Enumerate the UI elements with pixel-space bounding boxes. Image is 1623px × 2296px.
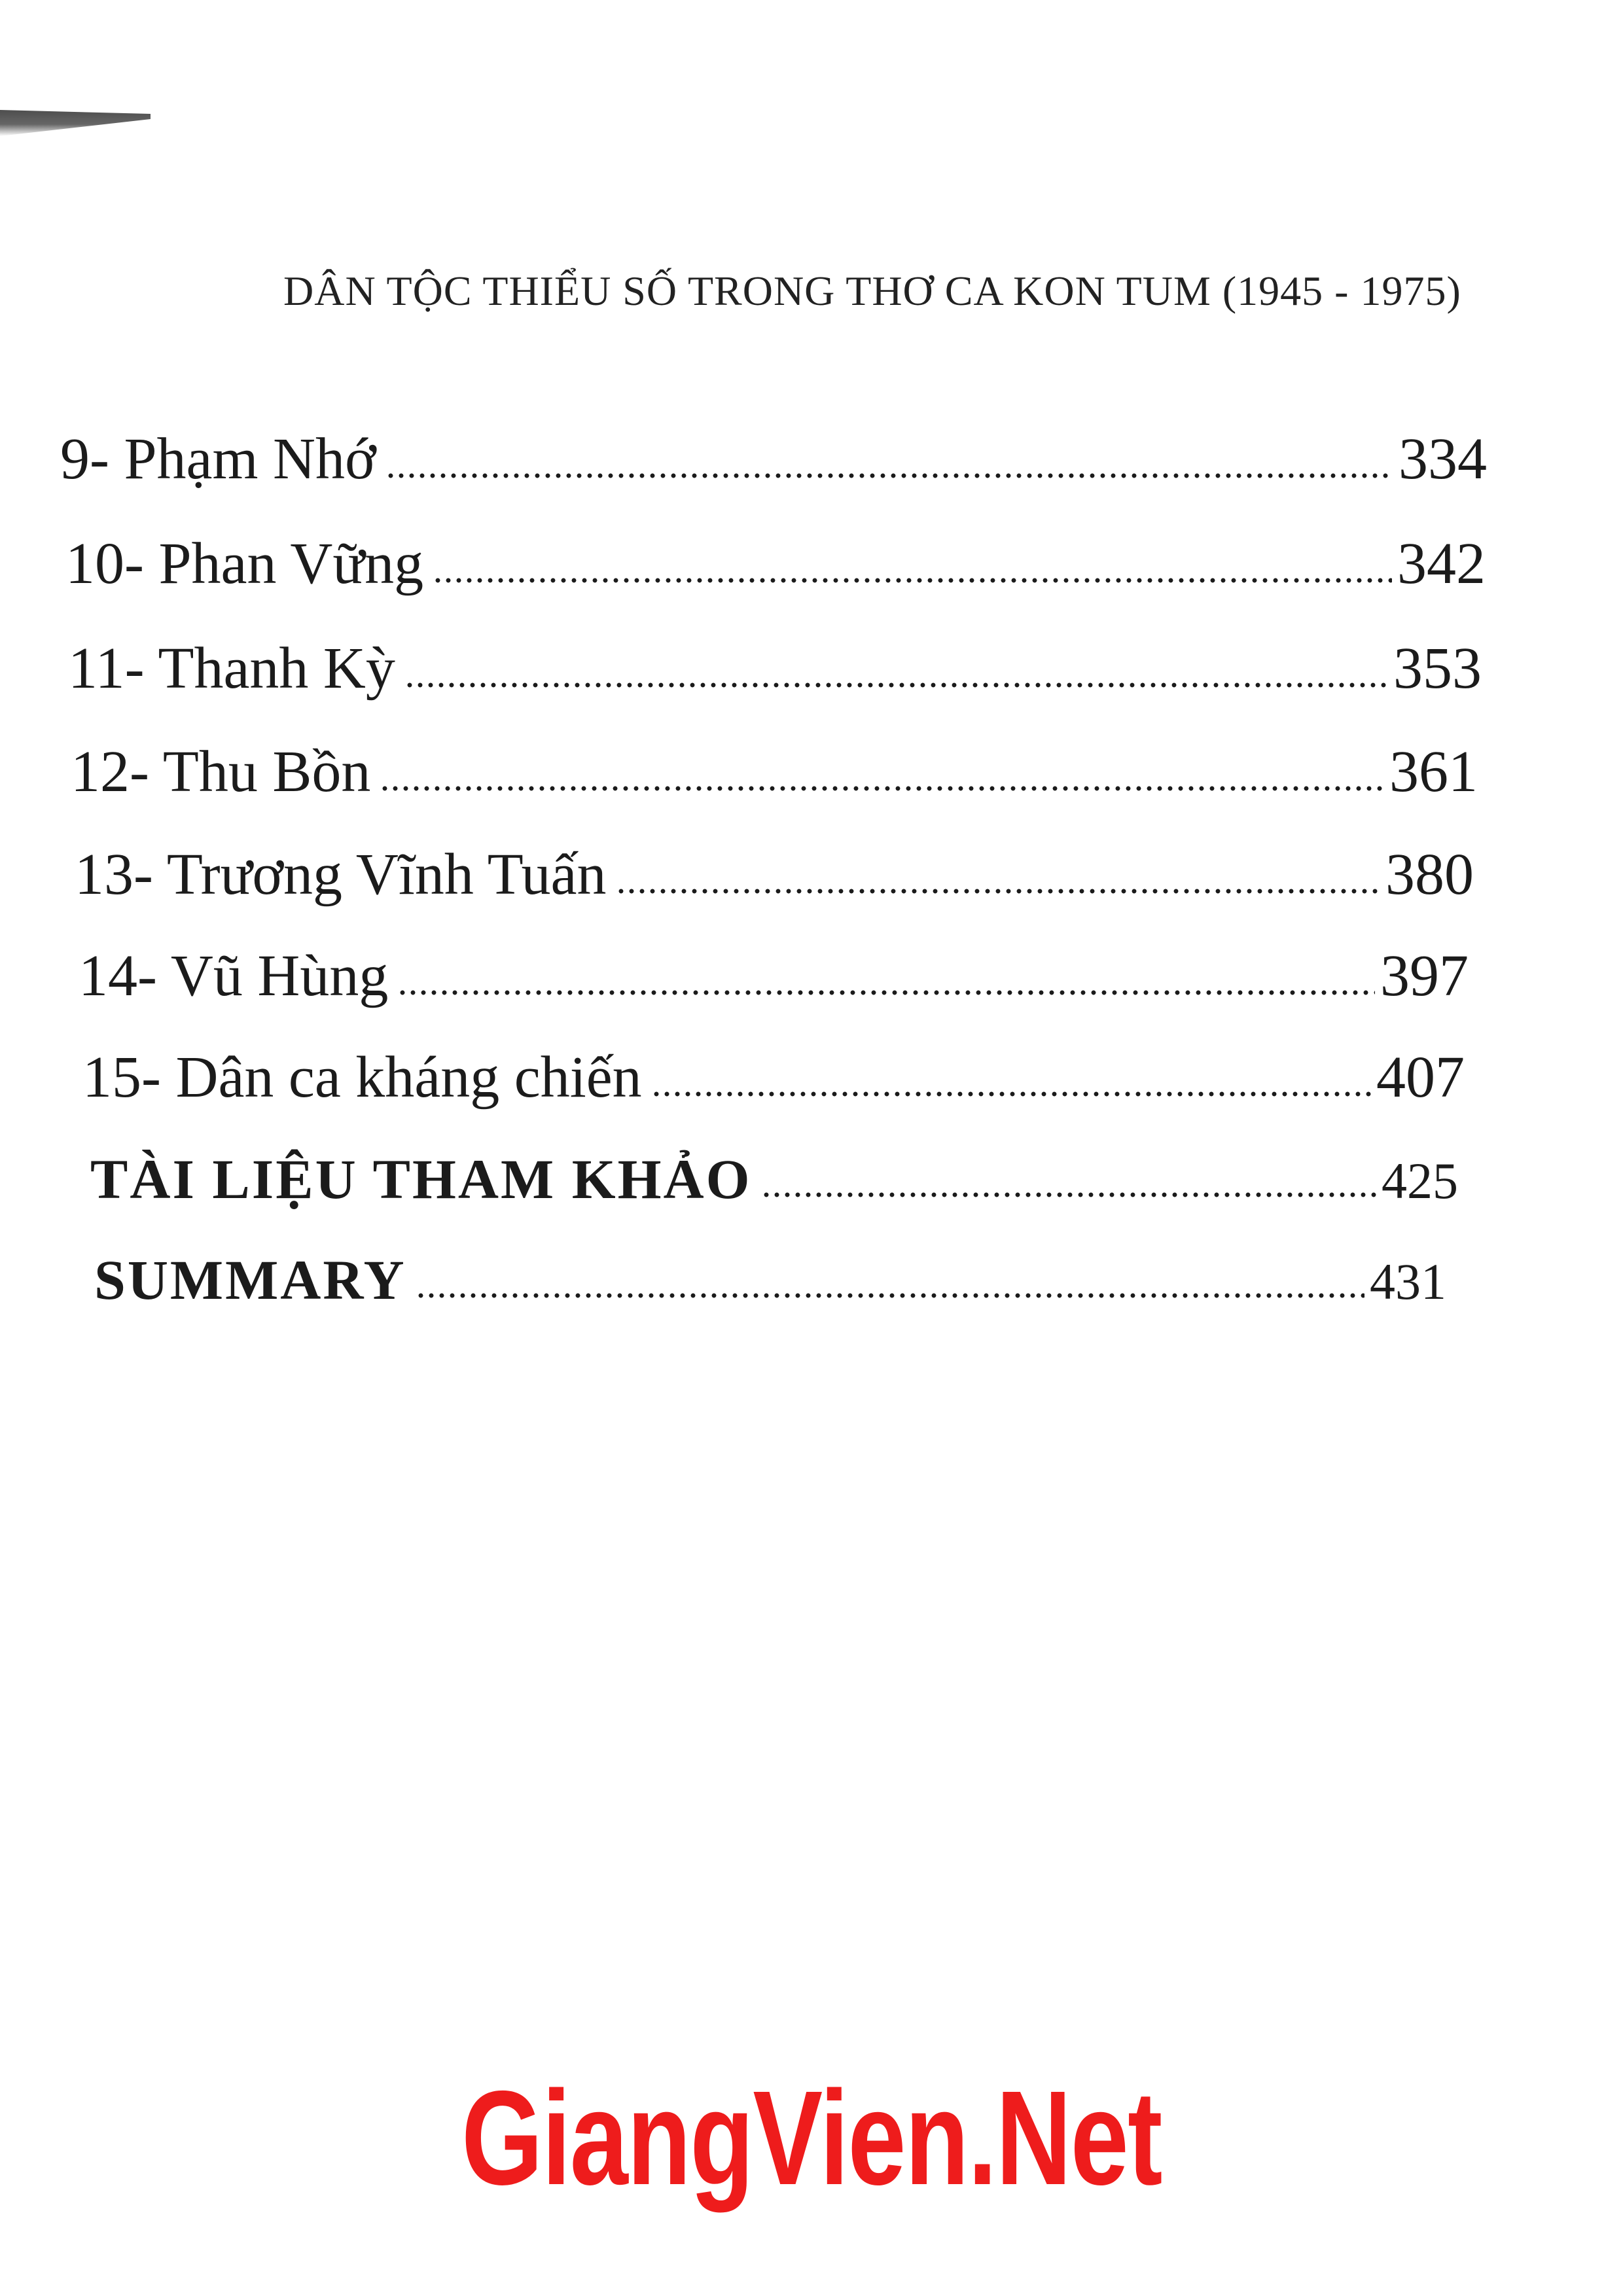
toc-entry-label: 11- Thanh Kỳ	[68, 636, 395, 701]
dot-leader	[616, 889, 1380, 894]
toc-entry-thanh-ky	[68, 635, 1482, 702]
toc-entry-label: 9- Phạm Nhớ	[60, 427, 376, 491]
toc-entry-label: 15- Dân ca kháng chiến	[82, 1045, 642, 1110]
toc-entry-summary	[94, 1247, 1446, 1313]
toc-entry-label: 13- Trương Vĩnh Tuấn	[75, 842, 607, 907]
toc-entry-page: 425	[1382, 1152, 1458, 1209]
toc-entry-dan-ca-khang-chien	[82, 1044, 1465, 1111]
toc-entry-label: TÀI LIỆU THAM KHẢO	[90, 1148, 752, 1210]
toc-entry-label: 14- Vũ Hùng	[79, 944, 389, 1008]
toc-entry-vu-hung	[79, 942, 1469, 1010]
toc-entry-page: 334	[1399, 427, 1487, 491]
toc-entry-page: 407	[1376, 1045, 1465, 1110]
toc-entry-label: SUMMARY	[94, 1248, 406, 1311]
toc-entry-page: 431	[1370, 1253, 1446, 1310]
toc-entry-pham-nho	[60, 425, 1487, 493]
dot-leader	[651, 1091, 1371, 1097]
running-header: DÂN TỘC THIỂU SỐ TRONG THƠ CA KON TUM (1945 - 1975)	[283, 268, 1461, 314]
site-watermark: GiangVien.Net	[461, 2063, 1162, 2213]
toc-entry-page: 380	[1385, 842, 1474, 907]
toc-entry-tai-lieu-tham-khao	[90, 1146, 1458, 1212]
toc-entry-page: 342	[1397, 531, 1486, 596]
toc-entry-phan-vung	[65, 530, 1486, 597]
toc-entry-label: 10- Phan Vững	[65, 531, 424, 596]
dot-leader	[397, 990, 1375, 995]
dot-leader	[761, 1192, 1377, 1197]
toc-entry-page: 397	[1380, 944, 1469, 1008]
dot-leader	[380, 786, 1384, 791]
toc-entry-label: 12- Thu Bồn	[71, 739, 371, 804]
dot-leader	[385, 473, 1393, 478]
toc-entry-page: 353	[1393, 636, 1482, 701]
toc-entry-thu-bon	[71, 738, 1478, 805]
dot-leader	[433, 578, 1392, 583]
toc-entry-truong-vinh-tuan	[75, 841, 1474, 908]
dot-leader	[404, 682, 1388, 688]
toc-entry-page: 361	[1389, 739, 1478, 804]
dot-leader	[416, 1293, 1364, 1298]
